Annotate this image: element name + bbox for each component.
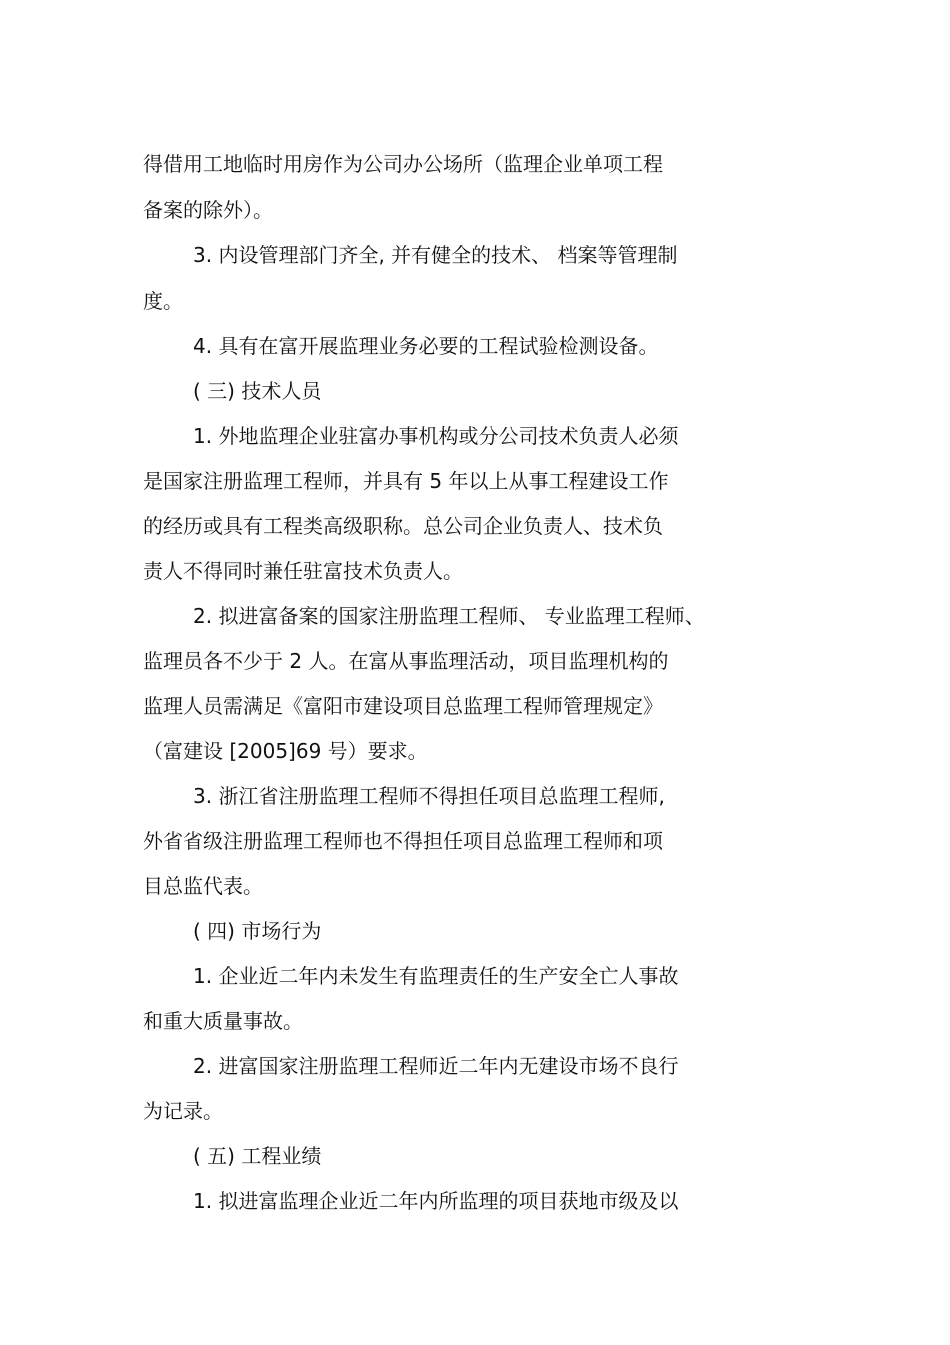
text-line: 责人不得同时兼任驻富技术负责人。 — [143, 559, 463, 583]
text-line: 为记录。 — [143, 1099, 223, 1123]
section-heading: ( 三) 技术人员 — [193, 379, 322, 403]
section-heading: ( 五) 工程业绩 — [193, 1144, 322, 1168]
text-line: 的经历或具有工程类高级职称。总公司企业负责人、技术负 — [143, 514, 663, 538]
text-line: 是国家注册监理工程师，并具有 5 年以上从事工程建设工作 — [143, 469, 669, 493]
text-line: （富建设 [2005]69 号）要求。 — [143, 739, 428, 763]
text-line: 得借用工地临时用房作为公司办公场所（监理企业单项工程 — [143, 152, 663, 176]
text-line: 1. 拟进富监理企业近二年内所监理的项目获地市级及以 — [193, 1189, 679, 1213]
text-line: 监理人员需满足《富阳市建设项目总监理工程师管理规定》 — [143, 694, 663, 718]
text-line: 和重大质量事故。 — [143, 1009, 303, 1033]
text-line: 监理员各不少于 2 人。在富从事监理活动，项目监理机构的 — [143, 649, 669, 673]
text-line: 1. 企业近二年内未发生有监理责任的生产安全亡人事故 — [193, 964, 679, 988]
text-line: 2. 进富国家注册监理工程师近二年内无建设市场不良行 — [193, 1054, 679, 1078]
section-heading: ( 四) 市场行为 — [193, 919, 322, 943]
text-line: 备案的除外）。 — [143, 198, 273, 222]
text-line: 目总监代表。 — [143, 874, 263, 898]
text-line: 度。 — [143, 289, 183, 313]
text-line: 1. 外地监理企业驻富办事机构或分公司技术负责人必须 — [193, 424, 679, 448]
text-line: 3. 内设管理部门齐全, 并有健全的技术、 档案等管理制 — [193, 243, 678, 267]
text-line: 外省省级注册监理工程师也不得担任项目总监理工程师和项 — [143, 829, 663, 853]
text-line: 4. 具有在富开展监理业务必要的工程试验检测设备。 — [193, 334, 659, 358]
text-line: 2. 拟进富备案的国家注册监理工程师、 专业监理工程师、 — [193, 604, 705, 628]
text-line: 3. 浙江省注册监理工程师不得担任项目总监理工程师, — [193, 784, 665, 808]
